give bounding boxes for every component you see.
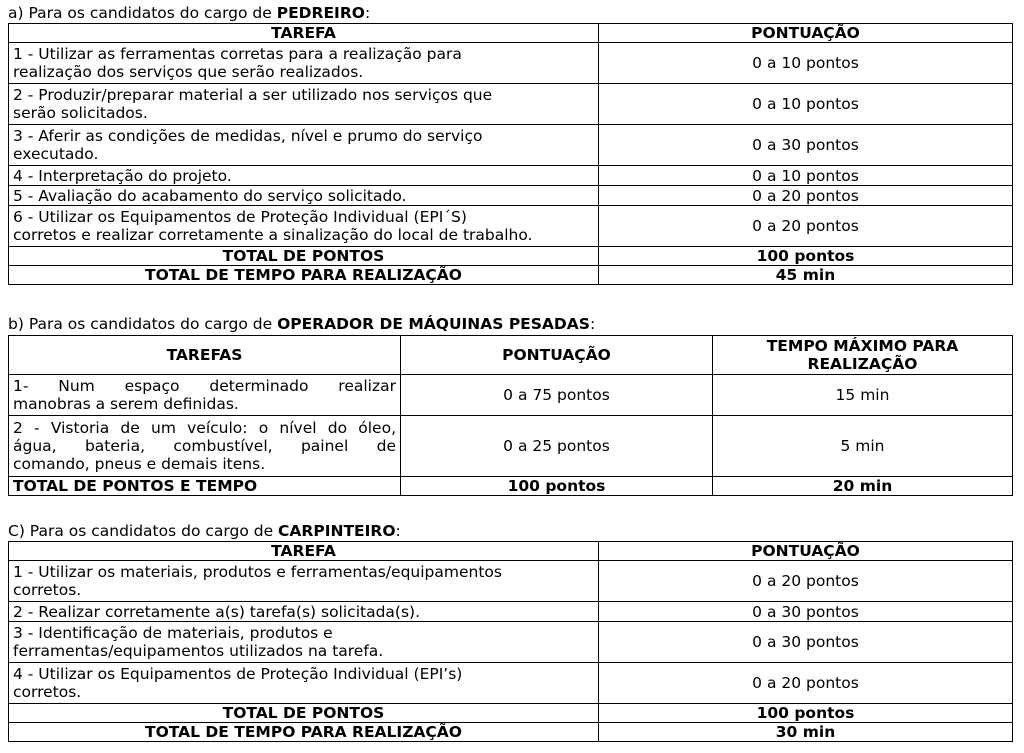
table-row bbox=[9, 416, 1013, 477]
table-row bbox=[9, 663, 1013, 704]
table-operador bbox=[8, 335, 1013, 496]
total-time-label: TOTAL DE TEMPO PARA REALIZAÇÃO bbox=[9, 723, 599, 742]
task-cell: 1 - Utilizar as ferramentas corretas para a realização para realização dos serviços que serão realizados. bbox=[9, 43, 599, 84]
score-cell: 0 a 20 pontos bbox=[599, 561, 1013, 602]
table-carpinteiro bbox=[8, 541, 1013, 742]
task-cell: 1 - Utilizar os materiais, produtos e ferramentas/equipamentos corretos. bbox=[9, 561, 599, 602]
table-row bbox=[9, 166, 1013, 186]
total-time-value: 20 min bbox=[713, 477, 1013, 496]
task-cell: 2 - Realizar corretamente a(s) tarefa(s) solicitada(s). bbox=[9, 602, 599, 622]
total-time-value: 45 min bbox=[599, 266, 1013, 285]
time-cell: 5 min bbox=[713, 416, 1013, 477]
header-tempo: TEMPO MÁXIMO PARA REALIZAÇÃO bbox=[713, 336, 1013, 375]
header-pontuacao: PONTUAÇÃO bbox=[599, 542, 1013, 561]
score-cell: 0 a 30 pontos bbox=[599, 622, 1013, 663]
total-row bbox=[9, 477, 1013, 496]
score-cell: 0 a 30 pontos bbox=[599, 602, 1013, 622]
task-cell: 4 - Utilizar os Equipamentos de Proteção Individual (EPI’s) corretos. bbox=[9, 663, 599, 704]
total-points-label: TOTAL DE PONTOS bbox=[9, 704, 599, 723]
total-points-value: 100 pontos bbox=[599, 247, 1013, 266]
total-points-value: 100 pontos bbox=[599, 704, 1013, 723]
task-cell: 3 - Identificação de materiais, produtos e ferramentas/equipamentos utilizados na tarefa. bbox=[9, 622, 599, 663]
total-points-value: 100 pontos bbox=[401, 477, 713, 496]
table-row bbox=[9, 125, 1013, 166]
table-header-row bbox=[9, 542, 1013, 561]
score-cell: 0 a 25 pontos bbox=[401, 416, 713, 477]
task-cell: 3 - Aferir as condições de medidas, nível e prumo do serviço executado. bbox=[9, 125, 599, 166]
header-tarefa: TAREFA bbox=[9, 542, 599, 561]
header-pontuacao: PONTUAÇÃO bbox=[401, 336, 713, 375]
header-tarefa: TAREFA bbox=[9, 24, 599, 43]
total-time-row bbox=[9, 266, 1013, 285]
total-label: TOTAL DE PONTOS E TEMPO bbox=[9, 477, 401, 496]
task-cell: 6 - Utilizar os Equipamentos de Proteção Individual (EPI´S) corretos e realizar corretamente a sinalização do local de trabalho. bbox=[9, 206, 599, 247]
table-row bbox=[9, 84, 1013, 125]
table-row bbox=[9, 602, 1013, 622]
table-row bbox=[9, 561, 1013, 602]
section-b-title: b) Para os candidatos do cargo de OPERADOR DE MÁQUINAS PESADAS: bbox=[8, 315, 596, 333]
task-cell: 1- Num espaço determinado realizar manobras a serem definidas. bbox=[9, 375, 401, 416]
score-cell: 0 a 10 pontos bbox=[599, 43, 1013, 84]
table-header-row bbox=[9, 336, 1013, 375]
header-tarefas: TAREFAS bbox=[9, 336, 401, 375]
score-cell: 0 a 10 pontos bbox=[599, 84, 1013, 125]
total-points-row bbox=[9, 704, 1013, 723]
table-row bbox=[9, 43, 1013, 84]
section-c-title: C) Para os candidatos do cargo de CARPINTEIRO: bbox=[8, 522, 401, 540]
score-cell: 0 a 30 pontos bbox=[599, 125, 1013, 166]
table-row bbox=[9, 206, 1013, 247]
section-a-title: a) Para os candidatos do cargo de PEDREIRO: bbox=[8, 4, 371, 22]
task-cell: 2 - Produzir/preparar material a ser utilizado nos serviços que serão solicitados. bbox=[9, 84, 599, 125]
task-cell: 5 - Avaliação do acabamento do serviço solicitado. bbox=[9, 186, 599, 206]
total-time-row bbox=[9, 723, 1013, 742]
total-points-row bbox=[9, 247, 1013, 266]
table-header-row bbox=[9, 24, 1013, 43]
score-cell: 0 a 75 pontos bbox=[401, 375, 713, 416]
total-time-value: 30 min bbox=[599, 723, 1013, 742]
task-cell: 2 - Vistoria de um veículo: o nível do óleo, água, bateria, combustível, painel de comando, pneus e demais itens. bbox=[9, 416, 401, 477]
score-cell: 0 a 20 pontos bbox=[599, 186, 1013, 206]
table-row bbox=[9, 375, 1013, 416]
table-pedreiro bbox=[8, 23, 1013, 285]
table-row bbox=[9, 622, 1013, 663]
score-cell: 0 a 10 pontos bbox=[599, 166, 1013, 186]
score-cell: 0 a 20 pontos bbox=[599, 663, 1013, 704]
time-cell: 15 min bbox=[713, 375, 1013, 416]
total-time-label: TOTAL DE TEMPO PARA REALIZAÇÃO bbox=[9, 266, 599, 285]
table-row bbox=[9, 186, 1013, 206]
task-cell: 4 - Interpretação do projeto. bbox=[9, 166, 599, 186]
score-cell: 0 a 20 pontos bbox=[599, 206, 1013, 247]
header-pontuacao: PONTUAÇÃO bbox=[599, 24, 1013, 43]
total-points-label: TOTAL DE PONTOS bbox=[9, 247, 599, 266]
